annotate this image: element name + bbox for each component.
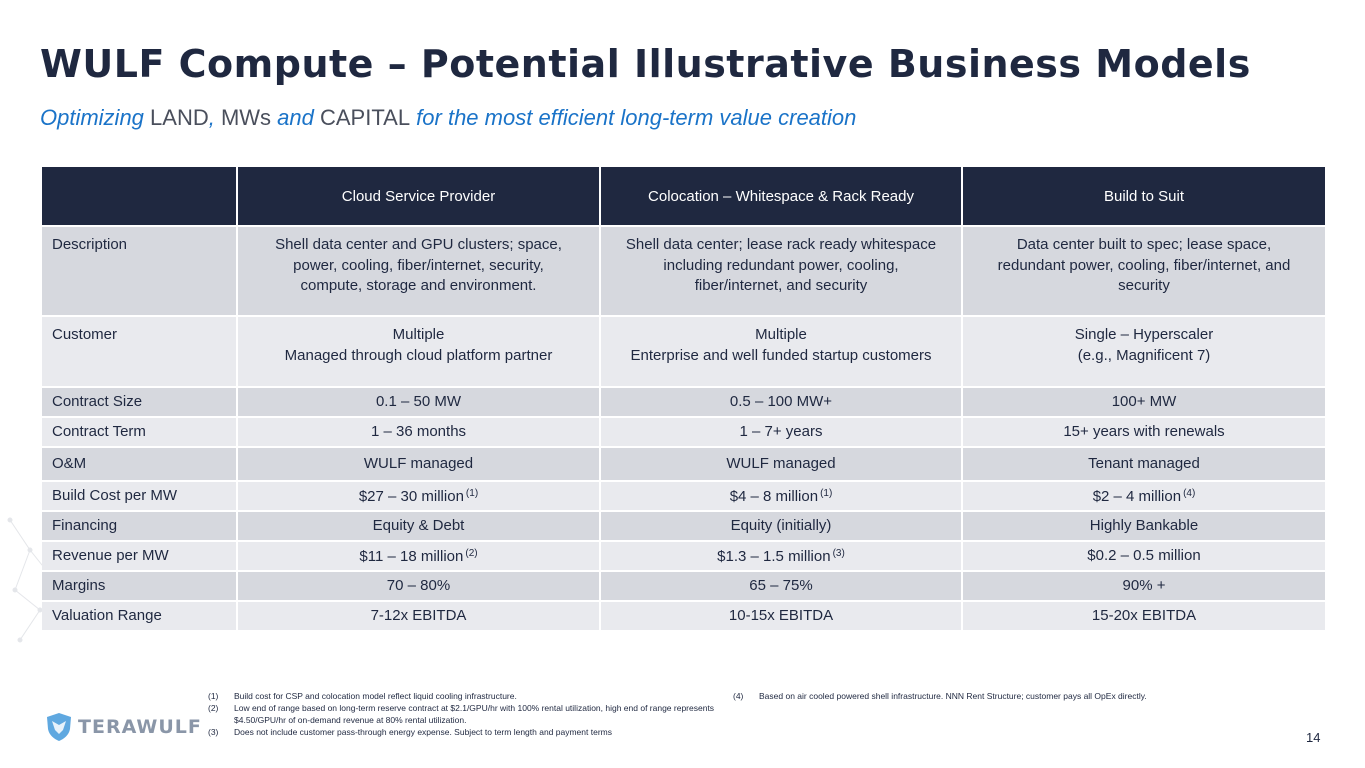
page-title: WULF Compute – Potential Illustrative Business Models xyxy=(40,42,1251,86)
table-row xyxy=(42,387,1325,417)
footnote-ref: (1) xyxy=(820,488,833,500)
table-cell: 15+ years with renewals xyxy=(962,417,1325,447)
row-label: Contract Term xyxy=(42,417,237,447)
table-cell: Shell data center; lease rack ready whitespace including redundant power, cooling, fiber/internet, and security xyxy=(600,226,962,316)
table-cell: $11 – 18 million $^{(2)}$ xyxy=(237,541,600,571)
table-cell: Tenant managed xyxy=(962,447,1325,481)
row-label: Valuation Range xyxy=(42,601,237,630)
terawulf-logo xyxy=(46,712,202,742)
table-cell: Shell data center and GPU clusters; space, power, cooling, fiber/internet, security, compute, storage and environment. xyxy=(237,226,600,316)
footnote-ref: (4) xyxy=(1183,488,1196,500)
table-cell: Multiple Enterprise and well funded startup customers xyxy=(600,316,962,387)
table-row xyxy=(42,571,1325,601)
footnote-ref: (3) xyxy=(832,548,845,560)
footnote-ref: (1) xyxy=(465,488,479,500)
table-cell: 70 – 80% xyxy=(237,571,600,601)
table-row xyxy=(42,226,1325,316)
table-cell: 10-15x EBITDA xyxy=(600,601,962,630)
table-cell: $1.3 – 1.5 million $^{(3)}$ xyxy=(600,541,962,571)
table-row xyxy=(42,511,1325,541)
table-cell: 7-12x EBITDA xyxy=(237,601,600,630)
footnote: (1) Build cost for CSP and colocation model reflect liquid cooling infrastructure. xyxy=(208,691,517,701)
header-blank xyxy=(42,167,237,226)
table-cell: 0.1 – 50 MW xyxy=(237,387,600,417)
table-row xyxy=(42,447,1325,481)
table-cell: 1 – 36 months xyxy=(237,417,600,447)
table-cell: $2 – 4 million $^{(4)}$ xyxy=(962,481,1325,511)
table-row xyxy=(42,601,1325,630)
row-label: Margins xyxy=(42,571,237,601)
table-row xyxy=(42,481,1325,511)
page-subtitle: Optimizing LAND, MWs and CAPITAL for the most efficient long-term value creation xyxy=(40,105,857,130)
table-cell: Equity & Debt xyxy=(237,511,600,541)
row-label: Contract Size xyxy=(42,387,237,417)
wolf-shield-icon xyxy=(46,712,72,742)
row-label: O&M xyxy=(42,447,237,481)
table-cell: 15-20x EBITDA xyxy=(962,601,1325,630)
page-number: 14 xyxy=(1306,730,1321,745)
table-cell: 1 – 7+ years xyxy=(600,417,962,447)
table-cell: Single – Hyperscaler (e.g., Magnificent 7) xyxy=(962,316,1325,387)
footnote: (2) Low end of range based on long-term reserve contract at $2.1/GPU/hr with 100% rental utilization, high end of range represents $4.50/GPU/hr of on-demand revenue at 80% rental utilization. xyxy=(208,703,715,725)
logo-wordmark: TERAWULF xyxy=(78,716,202,738)
table-header-row xyxy=(42,167,1325,226)
table-row xyxy=(42,417,1325,447)
table-cell: Multiple Managed through cloud platform partner xyxy=(237,316,600,387)
table-cell: WULF managed xyxy=(600,447,962,481)
header-colocation: Colocation – Whitespace & Rack Ready xyxy=(600,167,962,226)
row-label: Customer xyxy=(42,316,237,387)
table-cell: 90% + xyxy=(962,571,1325,601)
table-row xyxy=(42,541,1325,571)
business-models-table xyxy=(42,167,1325,630)
footnote-ref: (2) xyxy=(465,548,478,560)
row-label: Revenue per MW xyxy=(42,541,237,571)
table-cell: $0.2 – 0.5 million xyxy=(962,541,1325,571)
table-cell: 100+ MW xyxy=(962,387,1325,417)
table-cell: $27 – 30 million $^{(1)}$ xyxy=(237,481,600,511)
table-cell: Equity (initially) xyxy=(600,511,962,541)
table-cell: Data center built to spec; lease space, redundant power, cooling, fiber/internet, and security xyxy=(962,226,1325,316)
row-label: Build Cost per MW xyxy=(42,481,237,511)
table-cell: WULF managed xyxy=(237,447,600,481)
footnote: (4) Based on air cooled powered shell infrastructure. NNN Rent Structure; customer pays all OpEx directly. xyxy=(733,691,1147,701)
table-cell: $4 – 8 million $^{(1)}$ xyxy=(600,481,962,511)
footnote: (3) Does not include customer pass-through energy expense. Subject to term length and payment terms xyxy=(208,727,612,737)
table-cell: 0.5 – 100 MW+ xyxy=(600,387,962,417)
table-row xyxy=(42,316,1325,387)
header-cloud-service-provider: Cloud Service Provider xyxy=(237,167,600,226)
table-cell: 65 – 75% xyxy=(600,571,962,601)
footnotes xyxy=(208,690,728,738)
row-label: Financing xyxy=(42,511,237,541)
table-cell: Highly Bankable xyxy=(962,511,1325,541)
header-build-to-suit: Build to Suit xyxy=(962,167,1325,226)
row-label: Description xyxy=(42,226,237,316)
